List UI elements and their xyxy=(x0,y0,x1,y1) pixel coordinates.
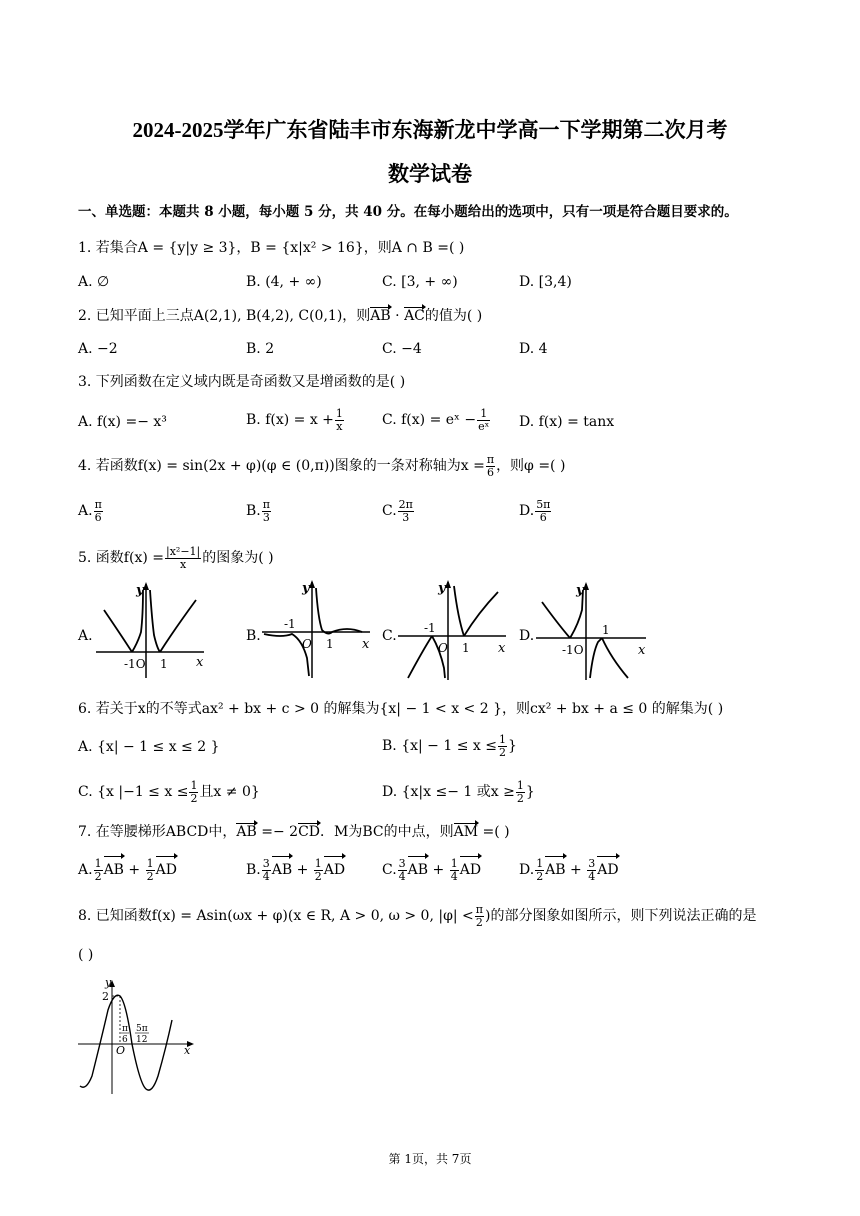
fraction xyxy=(516,780,525,805)
q8-stem xyxy=(78,902,756,930)
q6-option-b xyxy=(382,732,517,760)
x-axis-label: x xyxy=(362,637,370,652)
tick-label: 1 xyxy=(462,641,470,655)
tick-label: -1 xyxy=(284,617,296,631)
q4-option-c xyxy=(382,497,415,525)
vector-ab: AB xyxy=(236,824,257,840)
denominator: 4 xyxy=(262,869,270,883)
origin-label: O xyxy=(438,641,448,655)
graph-d xyxy=(536,580,650,682)
q2-option-a: A. −2 xyxy=(78,341,118,357)
tick-label: -1O xyxy=(562,643,584,657)
q7-option-c xyxy=(382,856,481,884)
option-label: A. xyxy=(78,862,93,878)
q7-stem-text: 7. 在等腰梯形ABCD中， xyxy=(78,824,237,840)
numerator: π xyxy=(94,497,102,511)
q1-stem: 1. 若集合A = {y|y ≥ 3}，B = {x|x² > 16}，则A ∩ B =( ) xyxy=(78,240,465,256)
q3-stem: 3. 下列函数在定义域内既是奇函数又是增函数的是( ) xyxy=(78,374,406,390)
denominator: 6 xyxy=(539,510,547,524)
numerator: 2π xyxy=(398,497,413,511)
q1-option-b: B. (4, + ∞) xyxy=(246,274,322,290)
q2-stem xyxy=(78,307,482,325)
tick-label: -1 xyxy=(424,621,436,635)
option-label: C. xyxy=(382,503,397,519)
q2-option-b: B. 2 xyxy=(246,341,275,357)
vector-ad: AD xyxy=(460,856,481,884)
vector-am: AM xyxy=(453,824,479,840)
option-text: } xyxy=(507,738,517,754)
dot-operator: · xyxy=(390,308,405,324)
plus-sign: + xyxy=(123,862,145,878)
q1-option-a: A. ∅ xyxy=(78,274,110,290)
y-axis-label: y xyxy=(105,976,112,989)
denominator: 2 xyxy=(94,869,102,883)
q3-option-a: A. f(x) =− x³ xyxy=(78,414,167,430)
tick-label: 1 xyxy=(326,637,334,651)
tick-label: -1O xyxy=(124,657,146,671)
q4-stem-text: 4. 若函数f(x) = sin(2x + φ)(φ ∈ (0,π))图象的一条对称轴为x = xyxy=(78,458,485,474)
denominator: x xyxy=(180,557,187,571)
denominator: 2 xyxy=(516,791,524,805)
tick-label: 12 xyxy=(136,1035,148,1045)
q7-stem xyxy=(78,823,510,841)
q2-stem-text: 2. 已知平面上三点A(2,1), B(4,2), C(0,1)，则 xyxy=(78,308,371,324)
fraction xyxy=(262,858,271,883)
denominator: 4 xyxy=(450,869,458,883)
fraction xyxy=(475,904,484,929)
numerator: π xyxy=(262,497,270,511)
q6-option-a: A. {x| − 1 ≤ x ≤ 2 } xyxy=(78,739,220,755)
fraction xyxy=(450,858,459,883)
denominator: 4 xyxy=(398,869,406,883)
vector-ac: AC xyxy=(404,308,425,324)
q8-stem-text: 8. 已知函数f(x) = Asin(ωx + φ)(x ∈ R, A > 0, ω > 0, |φ| < xyxy=(78,908,474,924)
option-text: C. {x |−1 ≤ x ≤ xyxy=(78,784,189,800)
graph-b xyxy=(262,578,374,680)
option-label: C. xyxy=(382,862,397,878)
denominator: 2 xyxy=(146,869,154,883)
q5-option-c: C. xyxy=(382,628,397,644)
numerator: 3 xyxy=(398,856,406,870)
numerator: 1 xyxy=(516,778,524,792)
q6-option-d xyxy=(382,778,535,806)
numerator: π xyxy=(475,902,484,916)
q7-option-b xyxy=(246,856,345,884)
q3-option-d: D. f(x) = tanx xyxy=(519,414,615,430)
numerator: 1 xyxy=(498,732,506,746)
numerator: 1 xyxy=(536,856,544,870)
q7-stem-text: =− 2 xyxy=(256,824,299,840)
vector-ad: AD xyxy=(156,856,177,884)
vector-ab: AB xyxy=(545,856,565,884)
y-axis-label: y xyxy=(576,583,584,598)
q3-option-c xyxy=(382,406,491,434)
q2-option-c: C. −4 xyxy=(382,341,422,357)
fraction xyxy=(314,858,323,883)
numerator: 1 xyxy=(146,856,154,870)
option-label: D. xyxy=(519,503,535,519)
q7-option-a xyxy=(78,856,177,884)
q4-option-b xyxy=(246,497,272,525)
denominator: 4 xyxy=(588,869,596,883)
sine-graph xyxy=(74,976,198,1096)
fraction xyxy=(587,858,596,883)
y-axis-label: y xyxy=(136,583,144,598)
q2-option-d: D. 4 xyxy=(519,341,548,357)
tick-label: 1 xyxy=(160,657,168,671)
q5-option-b: B. xyxy=(246,628,261,644)
plus-sign: + xyxy=(428,862,449,878)
q5-stem-text: 5. 函数f(x) = xyxy=(78,550,164,566)
numerator: π xyxy=(486,452,495,466)
denominator: 2 xyxy=(475,915,483,929)
tick-label: 1 xyxy=(602,623,610,637)
vector-ab: AB xyxy=(104,856,124,884)
vector-ad: AD xyxy=(324,856,345,884)
q2-stem-tail: 的值为( ) xyxy=(424,308,483,324)
paper-title: 2024-2025学年广东省陆丰市东海新龙中学高一下学期第二次月考 xyxy=(132,118,728,142)
numerator: 1 xyxy=(450,856,458,870)
q4-stem-tail: ，则φ =( ) xyxy=(496,458,566,474)
denominator: 2 xyxy=(190,791,198,805)
numerator: 1 xyxy=(335,406,343,420)
q7-stem-tail: =( ) xyxy=(478,824,510,840)
section-heading: 一、单选题：本题共 8 小题，每小题 5 分，共 40 分。在每小题给出的选项中，只有一项是符合题目要求的。 xyxy=(78,204,738,220)
plus-sign: + xyxy=(292,862,313,878)
denominator: 6 xyxy=(486,465,494,479)
fraction xyxy=(486,454,495,479)
tick-label: 6 xyxy=(122,1035,128,1045)
plus-sign: + xyxy=(565,862,587,878)
numerator: 5π xyxy=(536,497,551,511)
denominator: 2 xyxy=(314,869,322,883)
fraction xyxy=(535,499,551,524)
graph-a xyxy=(96,580,206,680)
numerator: 3 xyxy=(588,856,596,870)
x-axis-label: x xyxy=(196,655,204,670)
fraction xyxy=(94,499,103,524)
q5-option-a: A. xyxy=(78,628,93,644)
q6-stem: 6. 若关于x的不等式ax² + bx + c > 0 的解集为{x| − 1 < x < 2 }，则cx² + bx + a ≤ 0 的解集为( ) xyxy=(78,701,724,717)
denominator: eˣ xyxy=(478,419,490,433)
fraction xyxy=(535,858,544,883)
q1-option-d: D. [3,4) xyxy=(519,274,572,290)
vector-cd: CD xyxy=(298,824,321,840)
page-number: 第 1页，共 7页 xyxy=(388,1152,472,1166)
numerator: 1 xyxy=(190,778,198,792)
tick-label: 2 xyxy=(102,990,109,1003)
q4-option-a xyxy=(78,497,104,525)
origin-label: O xyxy=(302,637,312,651)
q1-option-c: C. [3, + ∞) xyxy=(382,274,458,290)
q3-option-b xyxy=(246,406,345,434)
q5-stem-tail: 的图象为( ) xyxy=(202,550,274,566)
denominator: x xyxy=(336,419,343,433)
fraction xyxy=(398,858,407,883)
fraction xyxy=(398,499,414,524)
tick-label: π xyxy=(122,1024,128,1034)
fraction xyxy=(165,546,201,571)
fraction xyxy=(94,858,103,883)
vector-ad: AD xyxy=(597,856,618,884)
fraction xyxy=(498,734,507,759)
q6-option-c xyxy=(78,778,260,806)
x-axis-label: x xyxy=(184,1044,191,1057)
option-text: B. {x| − 1 ≤ x ≤ xyxy=(382,738,497,754)
option-label: A. xyxy=(78,503,93,519)
option-label: B. xyxy=(246,862,261,878)
origin-label: O xyxy=(116,1044,126,1057)
paper-subtitle: 数学试卷 xyxy=(388,162,472,186)
y-axis-label: y xyxy=(302,581,310,596)
q7-stem-text: ．M为BC的中点，则 xyxy=(320,824,454,840)
option-label: B. xyxy=(246,503,261,519)
graph-c xyxy=(398,578,510,682)
option-text: } xyxy=(525,784,535,800)
tick-label: 5π xyxy=(136,1024,148,1034)
y-axis-label: y xyxy=(438,581,446,596)
fraction xyxy=(189,780,198,805)
numerator: 1 xyxy=(314,856,322,870)
option-text: D. {x|x ≤− 1 或x ≥ xyxy=(382,784,515,800)
q8-answer-paren: ( ) xyxy=(78,947,94,963)
q4-stem xyxy=(78,452,565,480)
option-label: D. xyxy=(519,862,535,878)
x-axis-label: x xyxy=(638,643,646,658)
numerator: 1 xyxy=(94,856,102,870)
fraction xyxy=(146,858,155,883)
q7-option-d xyxy=(519,856,619,884)
fraction xyxy=(477,408,490,433)
fraction xyxy=(335,408,344,433)
numerator: 1 xyxy=(477,408,490,421)
q5-stem xyxy=(78,544,274,572)
denominator: 2 xyxy=(498,745,506,759)
q3-b-text: B. f(x) = x + xyxy=(246,412,334,428)
denominator: 6 xyxy=(94,510,102,524)
q5-option-d: D. xyxy=(519,628,535,644)
q4-option-d xyxy=(519,497,552,525)
vector-ab: AB xyxy=(272,856,292,884)
vector-ab: AB xyxy=(408,856,428,884)
fraction xyxy=(262,499,271,524)
denominator: 3 xyxy=(402,510,410,524)
q8-stem-tail: )的部分图象如图所示，则下列说法正确的是 xyxy=(485,908,757,924)
option-text: 且x ≠ 0} xyxy=(199,784,260,800)
vector-ab: AB xyxy=(370,308,391,324)
x-axis-label: x xyxy=(498,641,506,656)
denominator: 3 xyxy=(262,510,270,524)
q3-c-text: C. f(x) = eˣ − xyxy=(382,412,477,428)
numerator: |x²−1| xyxy=(166,544,201,558)
numerator: 3 xyxy=(262,856,270,870)
denominator: 2 xyxy=(536,869,544,883)
